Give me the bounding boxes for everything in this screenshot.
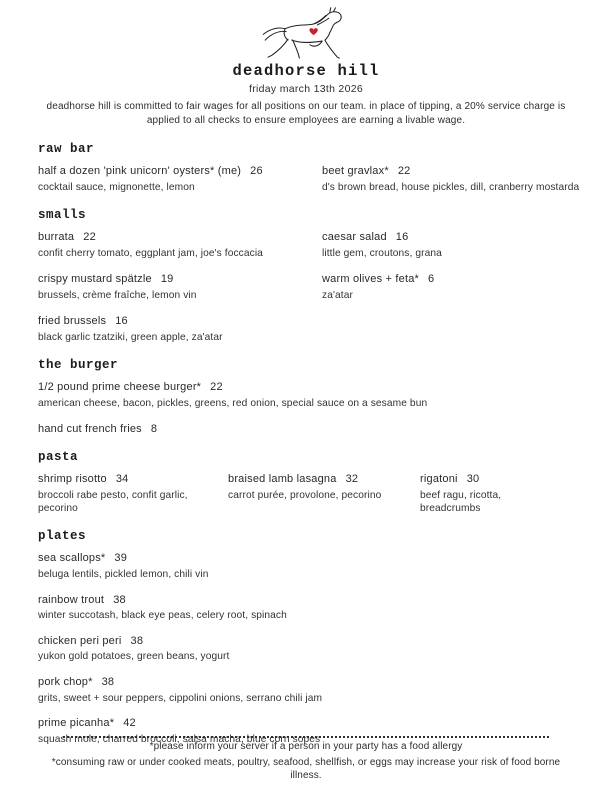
- item-name-line: [322, 273, 574, 286]
- menu-item-beet-gravlax: [322, 165, 579, 194]
- menu-item-pork-chop: [38, 676, 574, 705]
- item-description: beluga lentils, pickled lemon, chili vin: [38, 569, 209, 581]
- raw-bar-col-1: [38, 156, 322, 194]
- item-price: 8: [150, 423, 158, 436]
- item-name-line: [38, 165, 322, 178]
- smalls-columns: [38, 222, 574, 344]
- menu-item-sea-scallops: [38, 552, 574, 581]
- menu-footer: [38, 736, 574, 782]
- item-name: braised lamb lasagna: [228, 473, 337, 486]
- item-name: rainbow trout: [38, 593, 105, 606]
- item-name-line: [38, 594, 574, 607]
- menu-item-rigatoni: [420, 473, 574, 515]
- item-price: 16: [395, 231, 409, 244]
- item-description: squash mole, charred broccoli, salsa macha, blue corn sopes: [38, 733, 321, 745]
- item-name: hand cut french fries: [38, 423, 142, 436]
- item-description: beef ragu, ricotta, breadcrumbs: [420, 490, 502, 515]
- item-description: winter succotash, black eye peas, celery root, spinach: [38, 610, 287, 622]
- item-name: sea scallops*: [38, 552, 106, 565]
- menu-item-oysters: [38, 165, 322, 194]
- item-price: 22: [83, 231, 96, 244]
- item-price: 22: [210, 381, 223, 394]
- item-name-line: [228, 473, 420, 486]
- item-name: fried brussels: [38, 315, 107, 328]
- pasta-col-2: [228, 464, 420, 515]
- section-smalls: [38, 208, 574, 344]
- item-name: rigatoni: [420, 473, 458, 486]
- item-price: 34: [115, 473, 129, 486]
- menu-item-cheese-burger: [38, 381, 574, 410]
- item-name-line: [38, 717, 574, 730]
- item-name-line: [38, 552, 574, 565]
- menu-item-warm-olives: [322, 273, 574, 302]
- section-raw-bar: [38, 142, 580, 194]
- item-name-line: [38, 315, 322, 328]
- item-description: za'atar: [322, 290, 353, 302]
- item-price: 19: [160, 273, 174, 286]
- item-name: caesar salad: [322, 231, 387, 244]
- item-name: prime picanha*: [38, 716, 115, 729]
- horse-sketch-lines: [263, 8, 341, 58]
- item-price: 22: [397, 165, 411, 178]
- section-plates: [38, 529, 574, 745]
- item-price: 39: [114, 552, 128, 565]
- section-header-raw-bar: raw bar: [38, 142, 95, 157]
- wage-statement: deadhorse hill is committed to fair wages for all positions on our team. in place of tipping, a 20% service charge is applied to all checks to ensure employees are earning a livable wage.: [46, 101, 566, 127]
- item-name-line: [38, 381, 574, 394]
- menu-item-lamb-lasagna: [228, 473, 420, 502]
- item-name-line: [38, 273, 322, 286]
- item-price: 38: [130, 634, 144, 647]
- item-description: little gem, croutons, grana: [322, 248, 442, 260]
- item-price: 26: [250, 165, 263, 178]
- item-price: 32: [345, 473, 359, 486]
- dotted-divider: [63, 736, 549, 738]
- smalls-col-1: [38, 222, 322, 344]
- pasta-columns: [38, 464, 574, 515]
- item-name-line: [38, 231, 322, 244]
- item-price: 38: [113, 593, 126, 606]
- item-description: cocktail sauce, mignonette, lemon: [38, 182, 195, 194]
- allergy-note: *please inform your server if a person in your party has a food allergy: [149, 741, 463, 753]
- item-name-line: [322, 165, 579, 178]
- item-name-line: [322, 231, 574, 244]
- item-description: grits, sweet + sour peppers, cippolini onions, serrano chili jam: [38, 692, 323, 704]
- consumption-warning: *consuming raw or under cooked meats, poultry, seafood, shellfish, or eggs may increase your risk of food borne illness.: [51, 756, 561, 781]
- restaurant-name: deadhorse hill: [232, 62, 380, 80]
- item-name: shrimp risotto: [38, 473, 107, 486]
- item-name: beet gravlax*: [322, 165, 389, 178]
- raw-bar-col-2: [322, 156, 579, 194]
- item-name: crispy mustard spätzle: [38, 273, 152, 286]
- menu-item-rainbow-trout: [38, 594, 574, 623]
- menu-item-french-fries: [38, 423, 574, 436]
- menu-item-spatzle: [38, 273, 322, 302]
- item-price: 16: [115, 315, 128, 328]
- horse-logo: [251, 4, 361, 61]
- item-price: 30: [466, 473, 480, 486]
- item-name-line: [38, 423, 574, 436]
- item-description: yukon gold potatoes, green beans, yogurt: [38, 651, 230, 663]
- item-name: half a dozen 'pink unicorn' oysters* (me): [38, 165, 242, 178]
- pasta-col-1: [38, 464, 228, 515]
- menu-date: friday march 13th 2026: [249, 83, 363, 95]
- item-description: d's brown bread, house pickles, dill, cranberry mostarda: [322, 182, 580, 194]
- raw-bar-columns: [38, 156, 580, 194]
- item-price: 42: [123, 716, 136, 729]
- item-price: 38: [101, 675, 115, 688]
- item-description: black garlic tzatziki, green apple, za'atar: [38, 332, 223, 344]
- item-description: brussels, crème fraîche, lemon vin: [38, 290, 197, 302]
- item-price: 6: [428, 273, 435, 286]
- item-name: pork chop*: [38, 675, 93, 688]
- menu-item-shrimp-risotto: [38, 473, 228, 515]
- item-name: warm olives + feta*: [322, 273, 420, 286]
- section-header-pasta: pasta: [38, 450, 79, 465]
- item-name-line: [38, 676, 574, 689]
- menu-item-chicken-peri-peri: [38, 635, 574, 664]
- item-name-line: [38, 473, 228, 486]
- menu-item-fried-brussels: [38, 315, 322, 344]
- section-the-burger: [38, 358, 574, 436]
- item-description: american cheese, bacon, pickles, greens, red onion, special sauce on a sesame bun: [38, 398, 428, 410]
- section-header-the-burger: the burger: [38, 358, 119, 373]
- item-description: broccoli rabe pesto, confit garlic, pecorino: [38, 490, 188, 515]
- item-name: chicken peri peri: [38, 634, 122, 647]
- heart-icon: [309, 28, 317, 35]
- menu-header: [38, 4, 574, 128]
- item-name: burrata: [38, 231, 75, 244]
- section-pasta: [38, 450, 574, 515]
- section-header-plates: plates: [38, 529, 87, 544]
- menu-item-burrata: [38, 231, 322, 260]
- pasta-col-3: [420, 464, 574, 515]
- item-description: carrot purée, provolone, pecorino: [228, 490, 382, 502]
- item-name-line: [38, 635, 574, 648]
- item-name: 1/2 pound prime cheese burger*: [38, 381, 202, 394]
- section-header-smalls: smalls: [38, 208, 87, 223]
- menu-item-caesar-salad: [322, 231, 574, 260]
- item-name-line: [420, 473, 574, 486]
- item-description: confit cherry tomato, eggplant jam, joe's foccacia: [38, 248, 263, 260]
- smalls-col-2: [322, 222, 574, 344]
